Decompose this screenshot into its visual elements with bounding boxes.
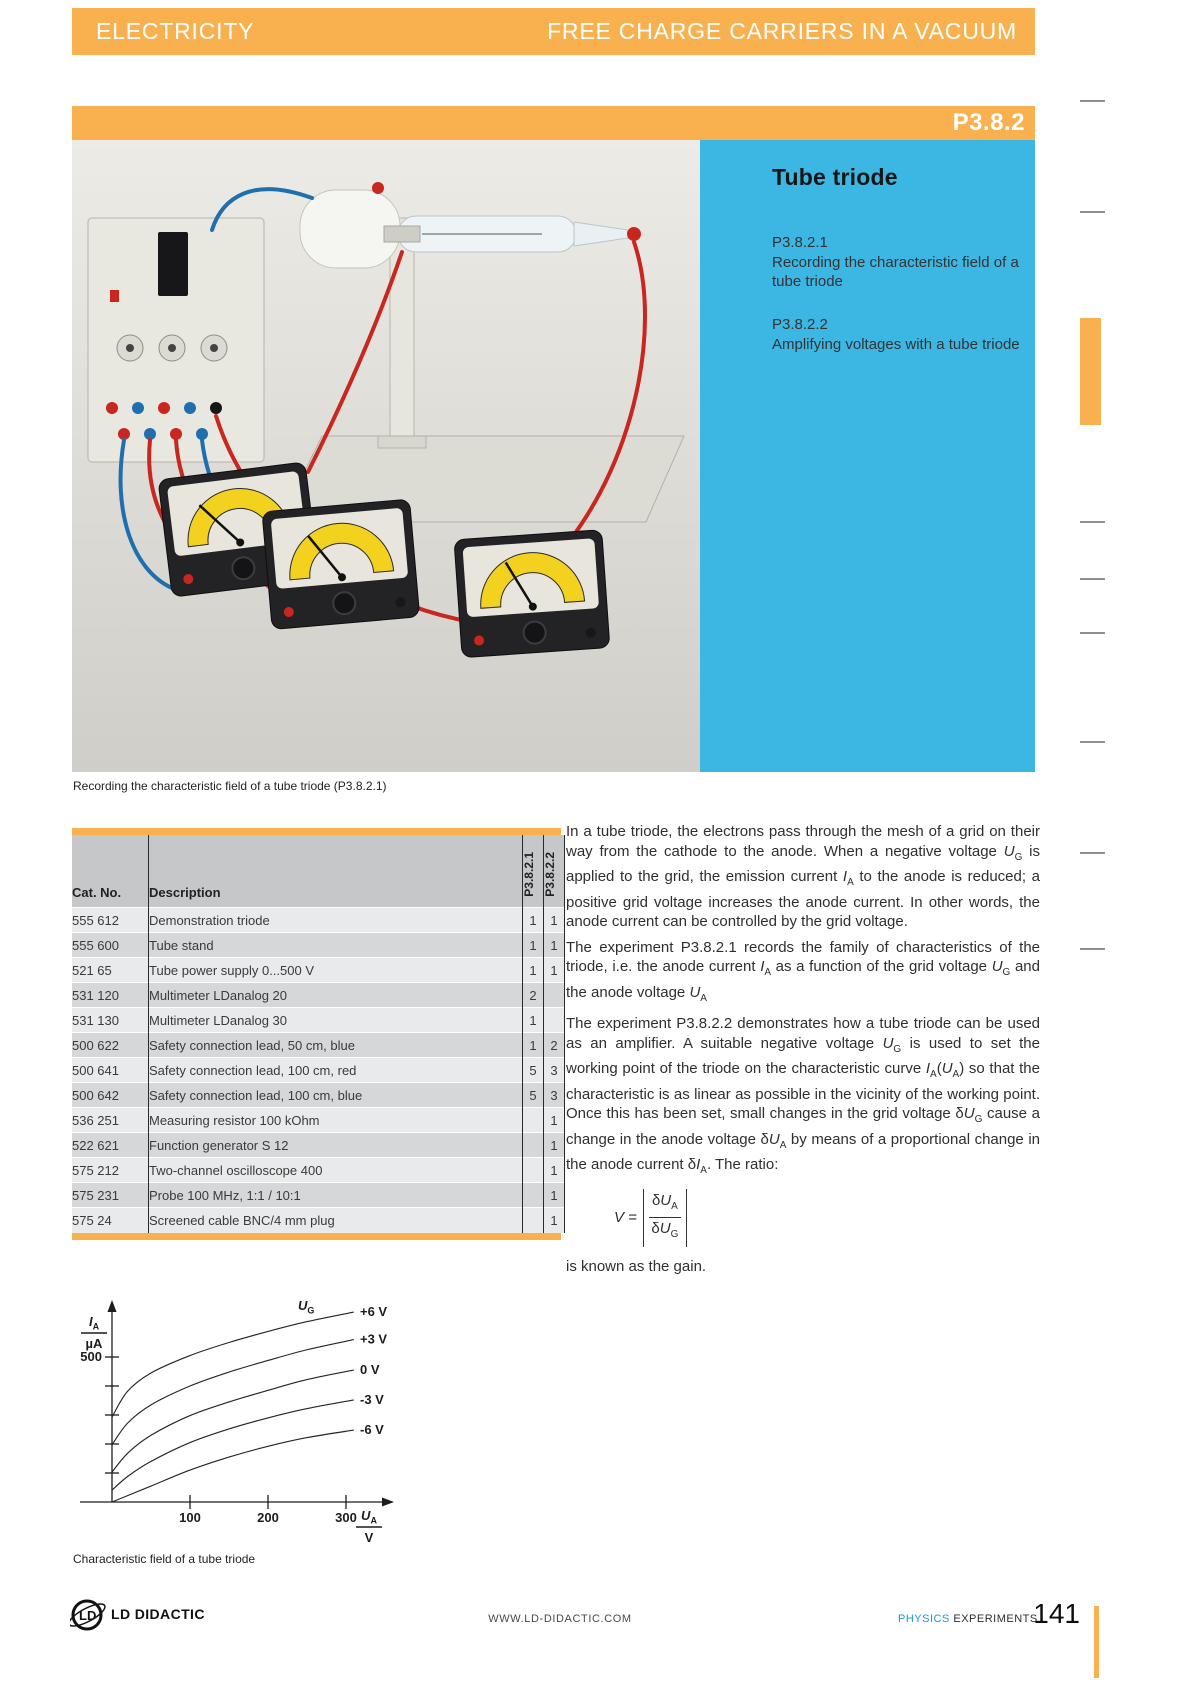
table-cell: 1	[544, 1208, 565, 1233]
paragraph: The experiment P3.8.2.2 demonstrates how a tube triode can be used as an amplifier. A suitable negative voltage $U_G$ is used to set the working point of the triode on the characteristic curve $I_A(U_A)$ so that the characteristic is as linear as possible in the vicinity of the working point. Once this has been set, small changes in the grid voltage $\delta U_G$ cause a change in the anode voltage $\delta U_A$ by means of a proportional change in the anode current $\delta I_A$. The ratio:	[566, 1015, 1040, 1176]
experiment-code: P3.8.2.1	[772, 234, 828, 251]
table-cell: 1	[544, 1183, 565, 1208]
table-cell: 5	[523, 1058, 544, 1083]
hero-block	[72, 140, 1035, 772]
section-banner	[72, 106, 1035, 140]
experiment-title: Amplifying voltages with a tube triode	[772, 336, 1020, 353]
page-edge-mark	[1080, 741, 1105, 743]
experiment-code: P3.8.2.2	[772, 316, 828, 333]
svg-text:UG: $U_G$	[298, 1298, 315, 1316]
table-cell: 2	[523, 983, 544, 1008]
table-cell: 3	[544, 1083, 565, 1108]
table-row	[72, 908, 565, 933]
table-cell: 1	[544, 908, 565, 933]
chart-caption: Characteristic field of a tube triode	[73, 1552, 256, 1566]
table-cell: Safety connection lead, 50 cm, blue	[149, 1033, 523, 1058]
table-cell	[544, 1008, 565, 1033]
characteristic-chart-svg	[72, 1290, 417, 1548]
table-cell	[523, 1183, 544, 1208]
table-cell: 555 612	[72, 908, 149, 933]
table-cell: 536 251	[72, 1108, 149, 1133]
section-code: P3.8.2	[952, 109, 1025, 136]
table-row	[72, 1108, 565, 1133]
table-cell: 5	[523, 1083, 544, 1108]
table-row	[72, 1083, 565, 1108]
footer-series-experiments: EXPERIMENTS	[953, 1613, 1038, 1625]
table-cell: 531 130	[72, 1008, 149, 1033]
svg-text:LD: LD	[79, 1608, 97, 1623]
section-index-tab	[1080, 318, 1101, 425]
table-cell: 522 621	[72, 1133, 149, 1158]
table-cell: Screened cable BNC/4 mm plug	[149, 1208, 523, 1233]
page-number: 141	[1033, 1598, 1080, 1629]
multimeter-2	[262, 499, 420, 629]
table-top-accent-bar	[72, 828, 561, 835]
col-header-exp1: P3.8.2.1	[523, 835, 544, 908]
table-row	[72, 933, 565, 958]
col-header-description: Description	[149, 835, 523, 908]
page-edge-mark	[1080, 578, 1105, 580]
col-header-cat-no: Cat. No.	[72, 835, 149, 908]
experiment-photo-illustration	[72, 140, 700, 772]
table-cell	[523, 1158, 544, 1183]
table-header-row	[72, 835, 565, 908]
svg-text:0 V: 0 V	[360, 1362, 380, 1378]
paragraph: is known as the gain.	[566, 1257, 707, 1275]
table-cell: 2	[544, 1033, 565, 1058]
svg-text:IA: $I_A$	[88, 1314, 100, 1332]
svg-text:µA: µA	[85, 1336, 103, 1351]
svg-text:100: 100	[179, 1510, 201, 1525]
gain-formula	[614, 1189, 1040, 1247]
table-cell	[523, 1208, 544, 1233]
table-cell: Two-channel oscilloscope 400	[149, 1158, 523, 1183]
table-cell: 1	[544, 933, 565, 958]
page-edge-mark	[1080, 852, 1105, 854]
table-cell: 3	[544, 1058, 565, 1083]
logo-text: LD DIDACTIC	[111, 1606, 205, 1622]
absolute-value-bars	[643, 1189, 687, 1247]
formula-denominator: $\delta U_G$	[651, 1220, 679, 1240]
table-cell: 1	[544, 958, 565, 983]
page-edge-mark	[1080, 100, 1105, 102]
table-cell: 575 212	[72, 1158, 149, 1183]
table-row	[72, 1058, 565, 1083]
page-number-accent-bar	[1094, 1606, 1099, 1678]
paragraph: The experiment P3.8.2.1 records the family of characteristics of the triode, i.e. the anode current $I_A$ as a function of the grid voltage $U_G$ and the anode voltage $U_A$	[566, 938, 1040, 1004]
svg-text:500: 500	[80, 1349, 102, 1364]
characteristic-chart	[72, 1290, 417, 1548]
experiment-entry-2	[772, 315, 1024, 354]
ld-didactic-logo	[70, 1594, 205, 1634]
table-row	[72, 983, 565, 1008]
page-header	[72, 8, 1035, 55]
experiment-photo	[72, 140, 700, 772]
svg-text:-6 V: -6 V	[360, 1422, 384, 1438]
table-cell: 1	[544, 1158, 565, 1183]
table-row	[72, 1033, 565, 1058]
page-edge-mark	[1080, 632, 1105, 634]
svg-text:UA: $U_A$	[361, 1508, 377, 1526]
experiment-entry-1	[772, 233, 1024, 291]
footer-series-physics: PHYSICS	[898, 1613, 950, 1625]
table-cell: 500 622	[72, 1033, 149, 1058]
table-cell: 1	[523, 1033, 544, 1058]
formula-lhs: V =	[614, 1208, 637, 1226]
table-row	[72, 1008, 565, 1033]
article-text	[566, 822, 1040, 1282]
svg-text:V: V	[364, 1530, 374, 1545]
table-cell: 1	[523, 1008, 544, 1033]
table-cell	[523, 1133, 544, 1158]
table-cell: 1	[544, 1108, 565, 1133]
experiment-title: Recording the characteristic field of a tube triode	[772, 254, 1019, 290]
table-cell: 1	[523, 933, 544, 958]
table-row	[72, 1208, 565, 1233]
page-edge-mark	[1080, 211, 1105, 213]
page-edge-mark	[1080, 948, 1105, 950]
table-cell: 1	[544, 1133, 565, 1158]
table-cell: 500 642	[72, 1083, 149, 1108]
equipment-table-wrap	[72, 828, 561, 1240]
table-cell: 1	[523, 908, 544, 933]
table-row	[72, 1183, 565, 1208]
table-cell: 1	[523, 958, 544, 983]
formula-numerator: $\delta U_A$	[649, 1191, 681, 1219]
table-cell: 521 65	[72, 958, 149, 983]
table-cell: Probe 100 MHz, 1:1 / 10:1	[149, 1183, 523, 1208]
multimeter-3	[454, 530, 610, 658]
table-cell	[544, 983, 565, 1008]
page-edge-mark	[1080, 521, 1105, 523]
table-cell: 531 120	[72, 983, 149, 1008]
photo-caption: Recording the characteristic field of a tube triode (P3.8.2.1)	[73, 779, 387, 793]
table-cell: Tube power supply 0...500 V	[149, 958, 523, 983]
table-row	[72, 1158, 565, 1183]
table-cell: 555 600	[72, 933, 149, 958]
table-cell	[523, 1108, 544, 1133]
table-cell: Multimeter LDanalog 20	[149, 983, 523, 1008]
table-cell: 575 24	[72, 1208, 149, 1233]
table-cell: Multimeter LDanalog 30	[149, 1008, 523, 1033]
table-row	[72, 958, 565, 983]
table-row	[72, 1133, 565, 1158]
equipment-table	[72, 835, 565, 1233]
svg-text:+6 V: +6 V	[360, 1304, 388, 1320]
page-title: Tube triode	[772, 164, 898, 190]
header-topic-title: FREE CHARGE CARRIERS IN A VACUUM	[547, 18, 1017, 44]
svg-text:+3 V: +3 V	[360, 1331, 388, 1347]
table-cell: Safety connection lead, 100 cm, red	[149, 1058, 523, 1083]
table-bottom-accent-bar	[72, 1233, 561, 1240]
col-header-exp2: P3.8.2.2	[544, 835, 565, 908]
svg-text:300: 300	[335, 1510, 357, 1525]
table-cell: Demonstration triode	[149, 908, 523, 933]
table-cell: Function generator S 12	[149, 1133, 523, 1158]
svg-text:-3 V: -3 V	[360, 1391, 384, 1407]
table-cell: 575 231	[72, 1183, 149, 1208]
table-cell: Tube stand	[149, 933, 523, 958]
header-section-title: ELECTRICITY	[96, 18, 255, 44]
table-cell: 500 641	[72, 1058, 149, 1083]
table-cell: Measuring resistor 100 kOhm	[149, 1108, 523, 1133]
power-supply	[88, 218, 264, 462]
ld-logo-icon	[70, 1594, 106, 1634]
svg-text:200: 200	[257, 1510, 279, 1525]
table-cell: Safety connection lead, 100 cm, blue	[149, 1083, 523, 1108]
footer-url: WWW.LD-DIDACTIC.COM	[488, 1613, 632, 1625]
paragraph: In a tube triode, the electrons pass through the mesh of a grid on their way from the cathode to the anode. When a negative voltage $U_G$ is applied to the grid, the emission current $I_A$ to the anode is reduced; a positive grid voltage increases the anode current. In other words, the anode current can be controlled by the grid voltage.	[566, 823, 1040, 930]
